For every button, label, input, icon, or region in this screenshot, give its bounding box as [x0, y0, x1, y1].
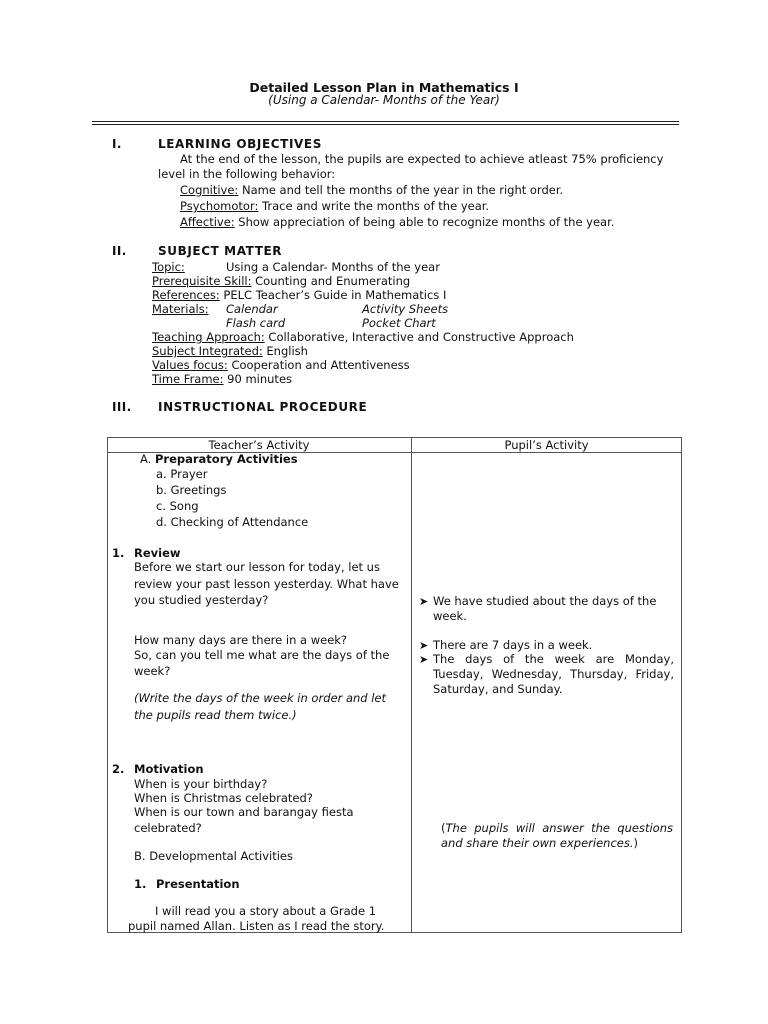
material-item	[362, 316, 436, 330]
material-item	[226, 316, 285, 330]
list-item: d. Checking of Attendance	[156, 515, 309, 529]
prep-letter: A.	[140, 452, 152, 466]
references-label: References:	[152, 288, 220, 302]
section3-title: INSTRUCTIONAL PROCEDURE	[158, 400, 368, 414]
material-activity-sheets: Activity Sheets	[362, 302, 449, 316]
objectives-intro-line1: At the end of the lesson, the pupils are expected to achieve atleast 75% proficiency	[180, 152, 664, 166]
integrated-label: Subject Integrated:	[152, 344, 263, 358]
document-title: Detailed Lesson Plan in Mathematics I	[249, 80, 519, 95]
list-item: b. Greetings	[156, 483, 227, 497]
material-item	[226, 302, 278, 316]
prereq-text: Counting and Enumerating	[251, 274, 411, 288]
psychomotor-text: Trace and write the months of the year.	[258, 199, 490, 213]
values-text: Cooperation and Attentiveness	[227, 358, 410, 372]
approach-text: Collaborative, Interactive and Constructive Approach	[264, 330, 574, 344]
cognitive-label: Cognitive:	[180, 183, 239, 197]
bullet-arrow-icon: ➤	[419, 595, 429, 608]
document-subtitle: (Using a Calendar- Months of the Year)	[268, 93, 500, 107]
answer-seven-days: There are 7 days in a week.	[433, 638, 593, 652]
paren-close: )	[633, 836, 639, 850]
teaching-approach	[152, 330, 574, 344]
prereq-label: Prerequisite Skill:	[152, 274, 252, 288]
cognitive-text: Name and tell the months of the year in the right order.	[238, 183, 564, 197]
objective-psychomotor	[180, 199, 489, 213]
time-text: 90 minutes	[223, 372, 293, 386]
column-header-teacher: Teacher’s Activity	[208, 438, 310, 452]
preparatory-heading	[140, 452, 298, 466]
time-label: Time Frame:	[152, 372, 224, 386]
teacher-note-line2	[134, 708, 297, 722]
question-days-line3: week?	[134, 664, 171, 678]
review-title: Review	[134, 546, 181, 560]
psychomotor-label: Psychomotor:	[180, 199, 259, 213]
list-item: c. Song	[156, 499, 199, 513]
note-line2-text: the pupils read them twice.)	[134, 708, 297, 722]
question-days-line1: How many days are there in a week?	[134, 633, 348, 647]
motivation-question: When is your birthday?	[134, 777, 268, 791]
review-number: 1.	[112, 546, 125, 560]
topic-label-text: Topic:	[152, 260, 185, 274]
presentation-number: 1.	[134, 877, 147, 891]
values-label: Values focus:	[152, 358, 228, 372]
materials-label	[152, 302, 209, 316]
objectives-intro-line2: level in the following behavior:	[158, 167, 336, 181]
header-rule-top	[92, 121, 679, 122]
material-item	[362, 302, 448, 316]
material-pocket-chart: Pocket Chart	[362, 316, 436, 330]
motivation-title: Motivation	[134, 762, 204, 776]
column-header-pupil: Pupil’s Activity	[504, 438, 589, 452]
section3-number: III.	[112, 400, 132, 414]
review-text-line1: Before we start our lesson for today, let us	[134, 560, 380, 574]
topic-label	[152, 260, 185, 274]
presentation-text-line1: I will read you a story about a Grade 1	[155, 904, 377, 918]
presentation-text-line2: pupil named Allan. Listen as I read the story.	[128, 919, 385, 933]
topic-text: Using a Calendar- Months of the year	[226, 260, 440, 274]
objective-cognitive	[180, 183, 563, 197]
developmental-heading: B. Developmental Activities	[134, 849, 293, 863]
paren-open: (	[441, 821, 446, 835]
bullet-arrow-icon: ➤	[419, 653, 429, 666]
header-rule-bottom	[92, 124, 679, 125]
teacher-note-line1	[134, 691, 386, 705]
answer-studied-line2: week.	[433, 609, 467, 623]
review-text-line3: you studied yesterday?	[134, 593, 269, 607]
affective-label: Affective:	[180, 215, 235, 229]
motivation-question: When is our town and barangay fiesta	[134, 805, 354, 819]
references	[152, 288, 446, 302]
section2-title: SUBJECT MATTER	[158, 244, 283, 258]
answer-experiences-line1	[441, 821, 673, 835]
review-text-line2: review your past lesson yesterday. What have	[134, 577, 399, 591]
integrated-text: English	[262, 344, 308, 358]
answer-days-line1: The days of the week are Monday,	[433, 652, 674, 666]
section2-number: II.	[112, 244, 127, 258]
prereq-skill	[152, 274, 410, 288]
prep-title: Preparatory Activities	[154, 452, 298, 466]
material-calendar: Calendar	[226, 302, 278, 316]
motivation-number: 2.	[112, 762, 125, 776]
answer-days-line3: Saturday, and Sunday.	[433, 682, 563, 696]
note-line1-text: (Write the days of the week in order and let	[134, 691, 387, 705]
list-item: a. Prayer	[156, 467, 208, 481]
motivation-question-cont: celebrated?	[134, 821, 202, 835]
answer-studied-line1: We have studied about the days of the	[433, 594, 657, 608]
experiences-text-line1: The pupils will answer the questions	[445, 821, 673, 835]
values-focus	[152, 358, 410, 372]
time-frame	[152, 372, 292, 386]
table-column-divider	[411, 437, 412, 933]
experiences-text-line2: and share their own experiences.	[441, 836, 634, 850]
answer-days-line2: Tuesday, Wednesday, Thursday, Friday,	[433, 667, 674, 681]
section1-title: LEARNING OBJECTIVES	[158, 137, 322, 151]
material-flash-card: Flash card	[226, 316, 286, 330]
references-text: PELC Teacher’s Guide in Mathematics I	[219, 288, 447, 302]
question-days-line2: So, can you tell me what are the days of the	[134, 648, 390, 662]
presentation-title: Presentation	[156, 877, 240, 891]
objective-affective	[180, 215, 614, 229]
affective-text: Show appreciation of being able to recognize months of the year.	[234, 215, 615, 229]
section1-number: I.	[112, 137, 122, 151]
subject-integrated	[152, 344, 308, 358]
approach-label: Teaching Approach:	[152, 330, 265, 344]
bullet-arrow-icon: ➤	[419, 639, 429, 652]
answer-experiences-line2	[441, 836, 638, 850]
motivation-question: When is Christmas celebrated?	[134, 791, 313, 805]
materials-label-text: Materials:	[152, 302, 209, 316]
